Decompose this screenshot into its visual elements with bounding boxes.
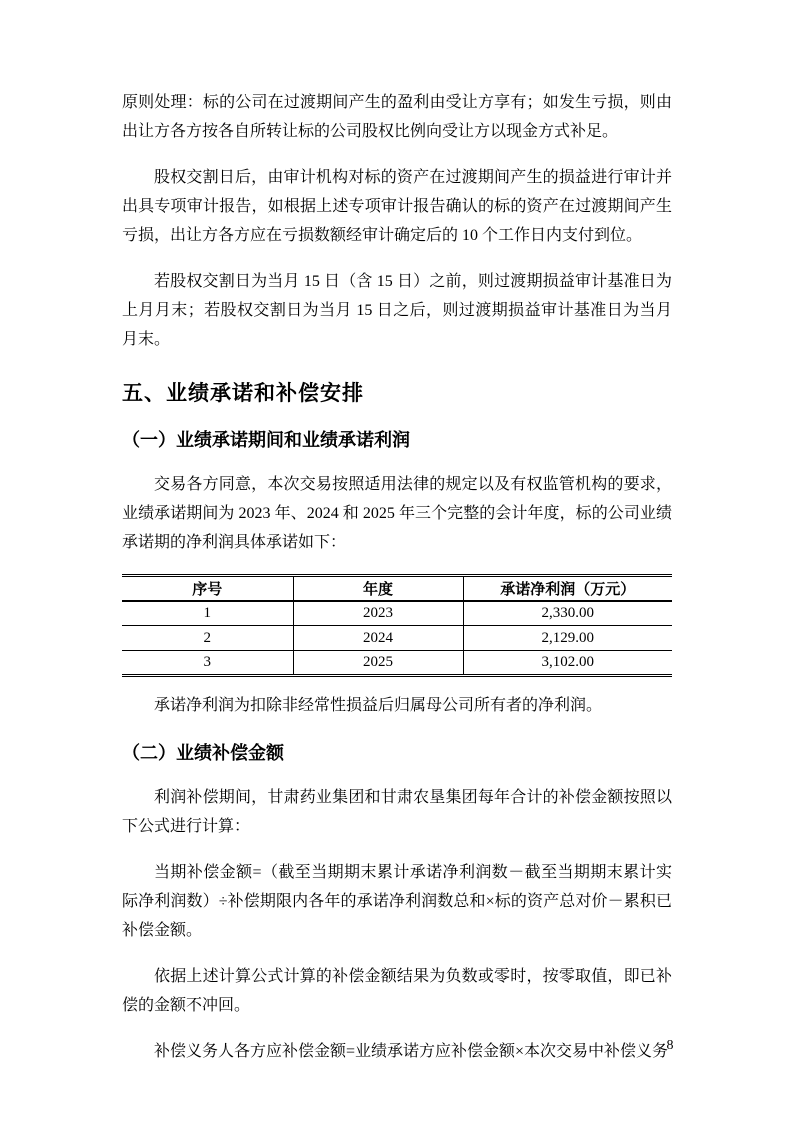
table-header-index: 序号 — [122, 576, 293, 601]
table-row — [122, 626, 672, 651]
page-number: 8 — [666, 1038, 674, 1053]
table-cell-index: 2 — [122, 626, 293, 651]
table-header-row — [122, 576, 672, 601]
profit-commitment-table — [122, 574, 672, 677]
paragraph-commitment-intro: 交易各方同意，本次交易按照适用法律的规定以及有权监管机构的要求，业绩承诺期间为 2023 年、2024 和 2025 年三个完整的会计年度，标的公司业绩承诺期的净利润具体承诺如下： — [122, 476, 672, 551]
section-heading-5: 五、业绩承诺和补偿安排 — [122, 382, 364, 405]
table-cell-year: 2024 — [293, 626, 463, 651]
table-cell-index: 3 — [203, 654, 211, 670]
sub-heading-1: （一）业绩承诺期间和业绩承诺利润 — [122, 430, 410, 450]
paragraph-cutoff-date: 若股权交割日为当月 15 日（含 15 日）之前，则过渡期损益审计基准日为上月月末；若股权交割日为当月 15 日之后，则过渡期损益审计基准日为当月月末。 — [122, 273, 672, 348]
table-cell-profit: 3,102.00 — [463, 651, 672, 676]
paragraph-obligor-formula: 补偿义务人各方应补偿金额=业绩承诺方应补偿金额×本次交易中补偿义务 — [154, 1043, 669, 1060]
table-cell-index: 1 — [122, 601, 293, 626]
paragraph-compensation-formula: 当期补偿金额=（截至当期期末累计承诺净利润数－截至当期期末累计实际净利润数）÷补偿期限内各年的承诺净利润数总和×标的资产总对价－累积已补偿金额。 — [122, 864, 672, 939]
table-cell-profit: 2,330.00 — [463, 601, 672, 626]
table-cell-year: 2025 — [293, 651, 463, 676]
table-row — [122, 601, 672, 626]
page-content — [122, 88, 672, 1083]
paragraph-net-profit-note: 承诺净利润为扣除非经常性损益后归属母公司所有者的净利润。 — [154, 697, 603, 714]
table-header-profit: 承诺净利润（万元） — [463, 576, 672, 601]
paragraph-audit: 股权交割日后，由审计机构对标的资产在过渡期间产生的损益进行审计并出具专项审计报告，如根据上述专项审计报告确认的标的资产在过渡期间产生亏损，出让方各方应在亏损数额经审计确定后的 10 个工作日内支付到位。 — [122, 169, 672, 244]
paragraph-zero-rule: 依据上述计算公式计算的补偿金额结果为负数或零时，按零取值，即已补偿的金额不冲回。 — [122, 968, 672, 1014]
paragraph-carryover: 原则处理：标的公司在过渡期间产生的盈利由受让方享有；如发生亏损，则由出让方各方按各自所转让标的公司股权比例向受让方以现金方式补足。 — [122, 94, 672, 140]
paragraph-compensation-intro: 利润补偿期间，甘肃药业集团和甘肃农垦集团每年合计的补偿金额按照以下公式进行计算： — [122, 789, 672, 835]
table-row — [122, 651, 672, 676]
sub-heading-2: （二）业绩补偿金额 — [122, 743, 284, 763]
table-header-year: 年度 — [293, 576, 463, 601]
table-cell-profit: 2,129.00 — [463, 626, 672, 651]
table-cell-year: 2023 — [293, 601, 463, 626]
